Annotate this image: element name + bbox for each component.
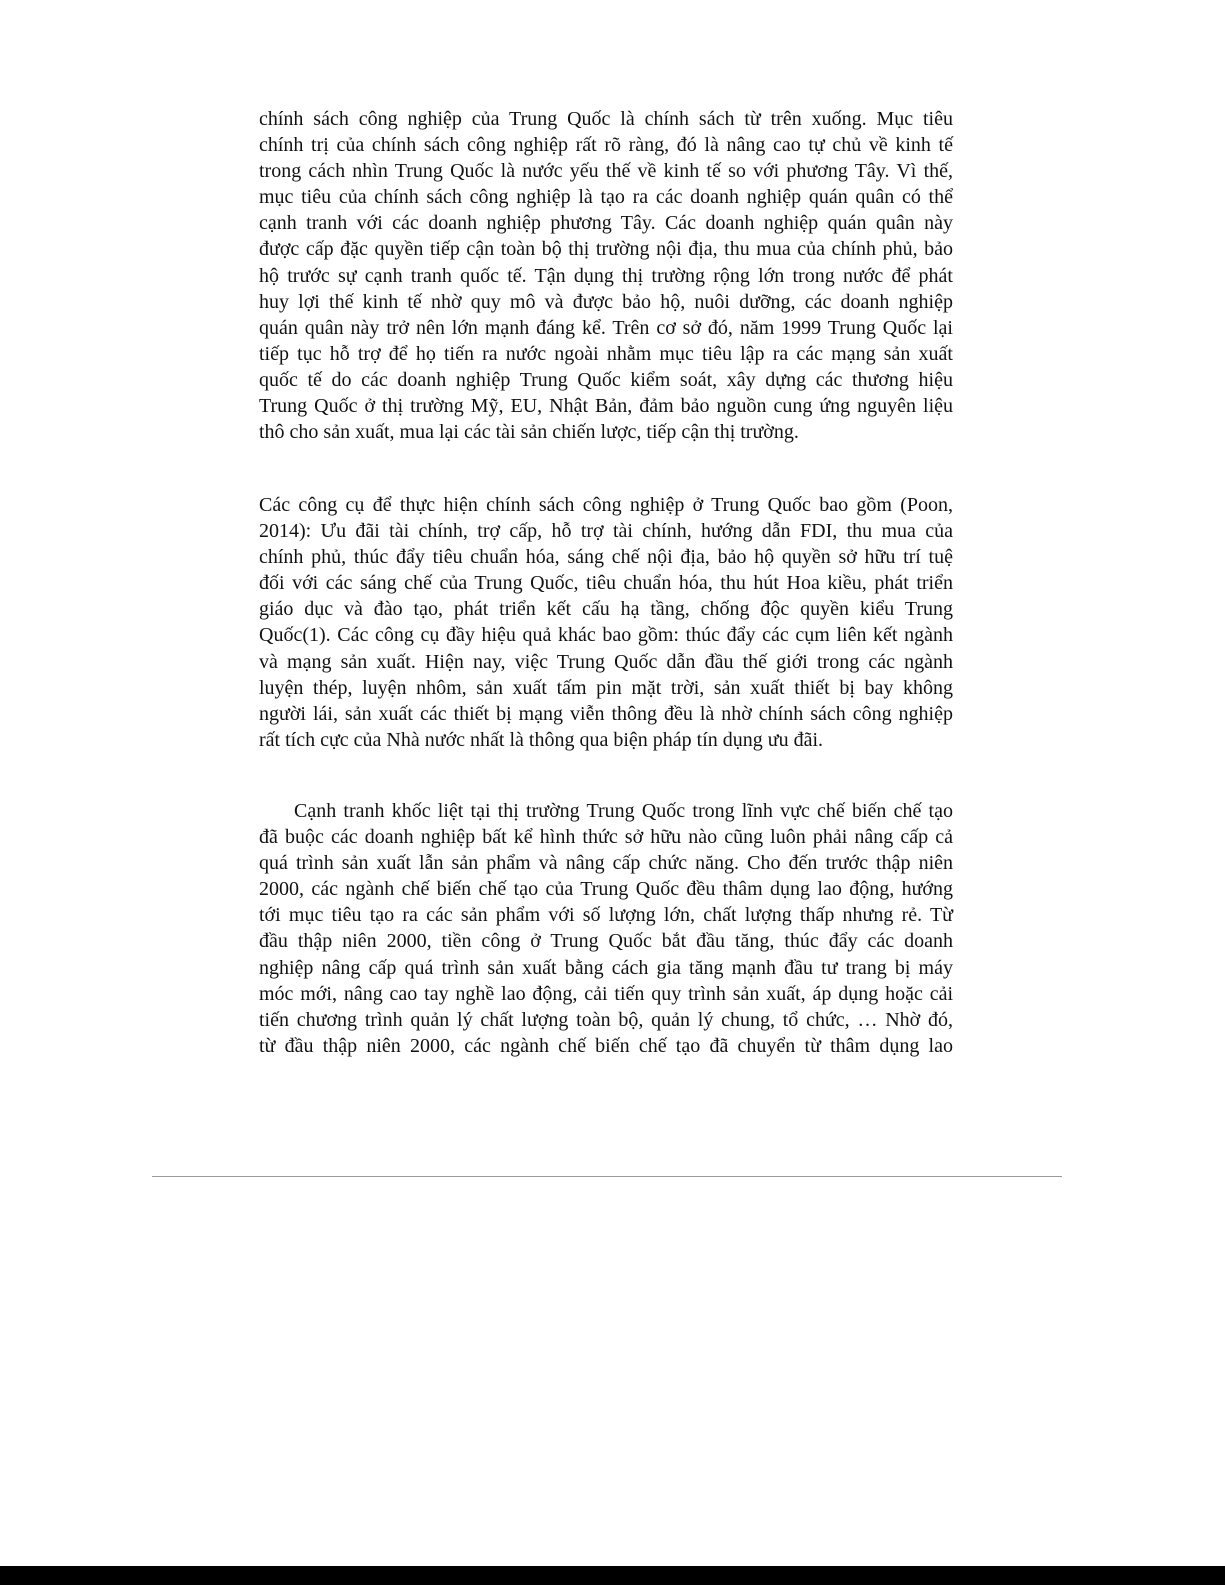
text-line: 2014): Ưu đãi tài chính, trợ cấp, hỗ trợ tài chính, hướng dẫn FDI, thu mua của (259, 520, 953, 543)
text-line: đầu thập niên 2000, tiền công ở Trung Quốc bắt đầu tăng, thúc đẩy các doanh (259, 930, 953, 953)
text-line: và mạng sản xuất. Hiện nay, việc Trung Quốc dẫn đầu thế giới trong các ngành (259, 650, 953, 673)
text-line: móc mới, nâng cao tay nghề lao động, cải tiến quy trình sản xuất, áp dụng hoặc cải (259, 982, 953, 1005)
text-line: huy lợi thế kinh tế nhờ quy mô và được bảo hộ, nuôi dưỡng, các doanh nghiệp (259, 290, 953, 313)
text-line: tiếp tục hỗ trợ để họ tiến ra nước ngoài nhằm mục tiêu lập ra các mạng sản xuất (259, 342, 953, 365)
text-line: trong cách nhìn Trung Quốc là nước yếu thế về kinh tế so với phương Tây. Vì thế, (259, 160, 953, 183)
text-line: Quốc(1). Các công cụ đầy hiệu quả khác bao gồm: thúc đẩy các cụm liên kết ngành (259, 624, 953, 647)
text-line: thô cho sản xuất, mua lại các tài sản chiến lược, tiếp cận thị trường. (259, 421, 799, 444)
text-line: tiến chương trình quản lý chất lượng toàn bộ, quản lý chung, tổ chức, … Nhờ đó, (259, 1008, 953, 1031)
text-line: Trung Quốc ở thị trường Mỹ, EU, Nhật Bản, đảm bảo nguồn cung ứng nguyên liệu (259, 395, 953, 418)
text-line: người lái, sản xuất các thiết bị mạng viễn thông đều là nhờ chính sách công nghiệp (259, 702, 953, 725)
text-line: chính phủ, thúc đẩy tiêu chuẩn hóa, sáng chế nội địa, bảo hộ quyền sở hữu trí tuệ (259, 546, 953, 569)
text-line: nghiệp nâng cấp quá trình sản xuất bằng cách gia tăng mạnh đầu tư trang bị máy (259, 956, 953, 979)
text-line: đối với các sáng chế của Trung Quốc, tiêu chuẩn hóa, thu hút Hoa kiều, phát triển (259, 572, 953, 595)
text-line: tới mục tiêu tạo ra các sản phẩm với số lượng lớn, chất lượng thấp nhưng rẻ. Từ (259, 904, 953, 927)
page-divider (152, 1176, 1062, 1177)
paragraph-policy-tools (259, 492, 953, 753)
paragraph-industrial-policy (259, 106, 953, 445)
text-line: đã buộc các doanh nghiệp bất kể hình thức sở hữu nào cũng luôn phải nâng cấp cả (259, 826, 953, 849)
paragraph-competition (259, 798, 953, 1059)
text-line: quán quân này trở nên lớn mạnh đáng kể. Trên cơ sở đó, năm 1999 Trung Quốc lại (259, 316, 953, 339)
bottom-edge-bar (0, 1566, 1225, 1585)
text-line: hộ trước sự cạnh tranh quốc tế. Tận dụng thị trường rộng lớn trong nước để phát (259, 264, 953, 287)
text-line: từ đầu thập niên 2000, các ngành chế biến chế tạo đã chuyển từ thâm dụng lao (259, 1034, 953, 1057)
text-line: cạnh tranh với các doanh nghiệp phương Tây. Các doanh nghiệp quán quân này (259, 212, 953, 235)
text-line: luyện thép, luyện nhôm, sản xuất tấm pin mặt trời, sản xuất thiết bị bay không (259, 676, 953, 699)
text-line: được cấp đặc quyền tiếp cận toàn bộ thị trường nội địa, thu mua của chính phủ, bảo (259, 238, 953, 261)
text-line: quốc tế do các doanh nghiệp Trung Quốc kiểm soát, xây dựng các thương hiệu (259, 368, 953, 391)
text-line: rất tích cực của Nhà nước nhất là thông qua biện pháp tín dụng ưu đãi. (259, 728, 824, 751)
text-line: giáo dục và đào tạo, phát triển kết cấu hạ tầng, chống độc quyền kiểu Trung (259, 598, 953, 621)
text-line: chính sách công nghiệp của Trung Quốc là chính sách từ trên xuống. Mục tiêu (259, 108, 953, 130)
text-line: Các công cụ để thực hiện chính sách công nghiệp ở Trung Quốc bao gồm (Poon, (259, 494, 953, 516)
text-line: chính trị của chính sách công nghiệp rất rõ ràng, đó là nâng cao tự chủ về kinh tế (259, 134, 953, 157)
text-line: quá trình sản xuất lẫn sản phẩm và nâng cấp chức năng. Cho đến trước thập niên (259, 852, 953, 875)
text-line: mục tiêu của chính sách công nghiệp là tạo ra các doanh nghiệp quán quân có thể (259, 186, 953, 209)
text-line: 2000, các ngành chế biến chế tạo của Trung Quốc đều thâm dụng lao động, hướng (259, 878, 953, 901)
text-line: Cạnh tranh khốc liệt tại thị trường Trung Quốc trong lĩnh vực chế biến chế tạo (294, 800, 953, 822)
